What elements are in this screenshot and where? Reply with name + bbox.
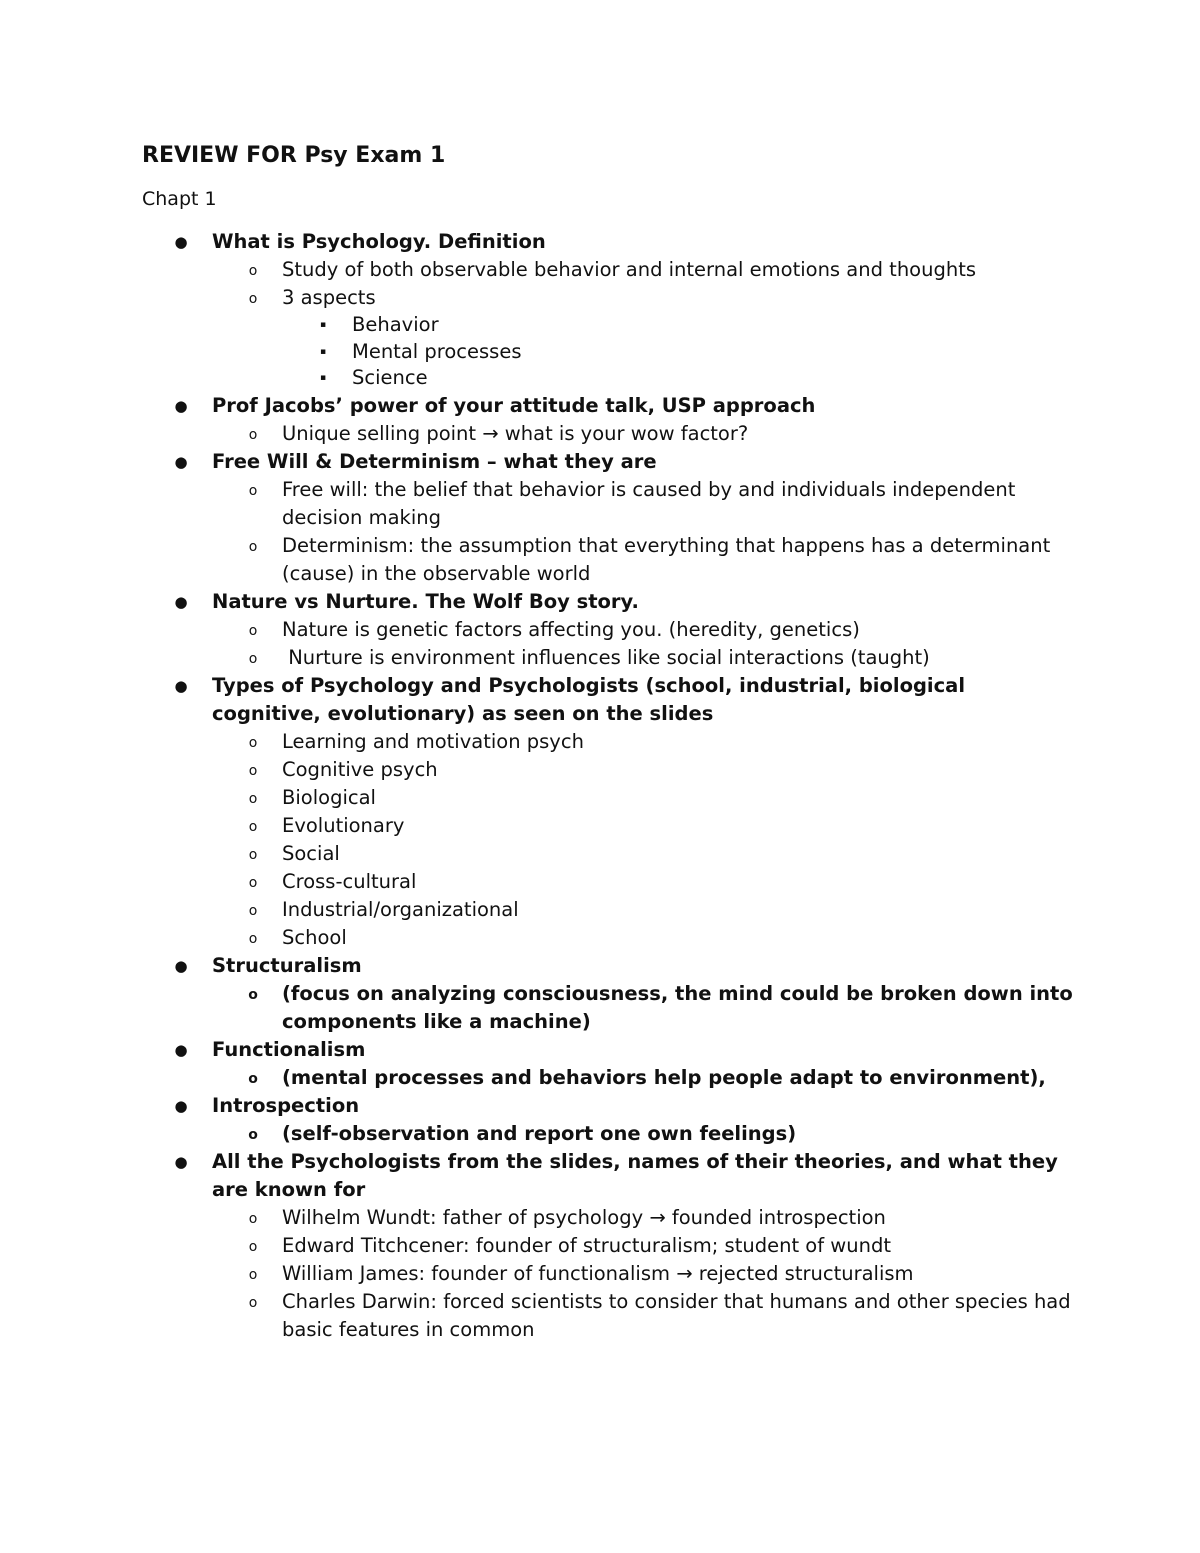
circle-bullet-icon: o xyxy=(248,1070,258,1087)
circle-bullet-icon: o xyxy=(248,818,258,835)
chapter-label: Chapt 1 xyxy=(142,188,217,210)
document-title: REVIEW FOR Psy Exam 1 xyxy=(142,143,446,168)
circle-bullet-icon: o xyxy=(248,291,258,307)
section-items xyxy=(212,980,1080,1036)
bullet-icon: ● xyxy=(174,1040,188,1059)
list-item: o Charles Darwin: forced scientists to consider that humans and other species had basic features in common xyxy=(248,1289,1071,1341)
list-item: o Cognitive psych xyxy=(282,756,1080,784)
section-items xyxy=(212,616,1080,672)
list-item: o Free will: the belief that behavior is caused by and individuals independent decision making xyxy=(248,477,1016,529)
list-item: ▪ Behavior xyxy=(352,312,1080,339)
list-item: o Cross-cultural xyxy=(282,868,1080,896)
aspects-list xyxy=(282,312,1080,392)
list-item: o (mental processes and behaviors help people adapt to environment), xyxy=(282,1064,1080,1092)
list-item: o Wilhelm Wundt: father of psychology → founded introspection xyxy=(282,1204,1080,1232)
list-item: o 3 aspects ▪ Behavior ▪ Mental processes ▪ Science xyxy=(282,284,1080,392)
section-items xyxy=(212,1064,1080,1092)
list-item: ▪ Mental processes xyxy=(352,339,1080,366)
arrow-icon: → xyxy=(649,1205,666,1229)
circle-bullet-icon: o xyxy=(248,650,258,667)
section-heading: Structuralism xyxy=(212,953,362,977)
bullet-icon: ● xyxy=(174,452,188,471)
circle-bullet-icon: o xyxy=(248,1126,258,1143)
section-heading: Types of Psychology and Psychologists (school, industrial, biological cognitive, evolutionary) as seen on the slides xyxy=(212,673,966,725)
section-what-is-psychology xyxy=(0,228,1200,392)
circle-bullet-icon: o xyxy=(248,762,258,779)
section-introspection xyxy=(0,1092,1200,1148)
section-prof-jacobs xyxy=(0,392,1200,448)
circle-bullet-icon: o xyxy=(248,482,258,499)
section-items xyxy=(212,256,1080,392)
bullet-icon: ● xyxy=(174,956,188,975)
section-heading: Nature vs Nurture. The Wolf Boy story. xyxy=(212,589,639,613)
section-nature-nurture xyxy=(0,588,1200,672)
circle-bullet-icon: o xyxy=(248,1294,258,1311)
square-bullet-icon: ▪ xyxy=(319,373,327,383)
list-item: o Industrial/organizational xyxy=(282,896,1080,924)
circle-bullet-icon: o xyxy=(248,790,258,807)
list-item: o School xyxy=(282,924,1080,952)
list-item: o Nurture is environment influences like social interactions (taught) xyxy=(282,644,1080,672)
arrow-icon: → xyxy=(676,1261,693,1285)
circle-bullet-icon: o xyxy=(248,263,258,279)
section-items xyxy=(212,420,1080,448)
list-item: o Nature is genetic factors affecting you. (heredity, genetics) xyxy=(282,616,1080,644)
circle-bullet-icon: o xyxy=(248,426,258,443)
section-heading: All the Psychologists from the slides, names of their theories, and what they are known for xyxy=(212,1149,1058,1201)
circle-bullet-icon: o xyxy=(248,1266,258,1283)
section-heading: What is Psychology. Definition xyxy=(212,230,546,253)
list-item: ▪ Science xyxy=(352,365,1080,392)
square-bullet-icon: ▪ xyxy=(319,346,327,357)
circle-bullet-icon: o xyxy=(248,1238,258,1255)
circle-bullet-icon: o xyxy=(248,930,258,947)
list-item: o Unique selling point → what is your wow factor? xyxy=(282,420,1080,448)
circle-bullet-icon: o xyxy=(248,846,258,863)
section-psychologists xyxy=(0,1148,1200,1344)
list-item: o Learning and motivation psych xyxy=(282,728,1080,756)
circle-bullet-icon: o xyxy=(248,986,258,1003)
section-functionalism xyxy=(0,1036,1200,1092)
list-item: o Social xyxy=(282,840,1080,868)
circle-bullet-icon: o xyxy=(248,1210,258,1227)
list-item: o Evolutionary xyxy=(282,812,1080,840)
section-heading: Prof Jacobs’ power of your attitude talk, USP approach xyxy=(212,393,816,417)
list-item: o Biological xyxy=(282,784,1080,812)
bullet-icon: ● xyxy=(174,592,188,611)
circle-bullet-icon: o xyxy=(248,874,258,891)
section-heading: Free Will & Determinism – what they are xyxy=(212,449,657,473)
arrow-icon: → xyxy=(482,421,499,445)
section-items xyxy=(212,728,1080,952)
section-structuralism xyxy=(0,952,1200,1036)
list-item: o William James: founder of functionalism → rejected structuralism xyxy=(282,1260,1080,1288)
section-types-of-psychology xyxy=(0,672,1200,952)
section-heading: Functionalism xyxy=(212,1037,366,1061)
square-bullet-icon: ▪ xyxy=(319,320,327,330)
list-item: o (focus on analyzing consciousness, the mind could be broken down into components like a machine) xyxy=(248,981,1073,1033)
section-items xyxy=(212,1204,1080,1344)
bullet-icon: ● xyxy=(174,1152,188,1171)
review-outline xyxy=(0,228,1200,1344)
bullet-icon: ● xyxy=(174,396,188,415)
circle-bullet-icon: o xyxy=(248,734,258,751)
circle-bullet-icon: o xyxy=(248,902,258,919)
list-item: o Determinism: the assumption that everything that happens has a determinant (cause) in the observable world xyxy=(248,533,1051,585)
bullet-icon: ● xyxy=(174,233,188,251)
circle-bullet-icon: o xyxy=(248,538,258,555)
section-items xyxy=(212,1120,1080,1148)
section-heading: Introspection xyxy=(212,1093,360,1117)
list-item: o Study of both observable behavior and internal emotions and thoughts xyxy=(282,256,1080,284)
section-items xyxy=(212,476,1080,588)
circle-bullet-icon: o xyxy=(248,622,258,639)
section-free-will xyxy=(0,448,1200,588)
list-item: o (self-observation and report one own feelings) xyxy=(282,1120,1080,1148)
bullet-icon: ● xyxy=(174,1096,188,1115)
bullet-icon: ● xyxy=(174,676,188,695)
list-item: o Edward Titchcener: founder of structuralism; student of wundt xyxy=(282,1232,1080,1260)
